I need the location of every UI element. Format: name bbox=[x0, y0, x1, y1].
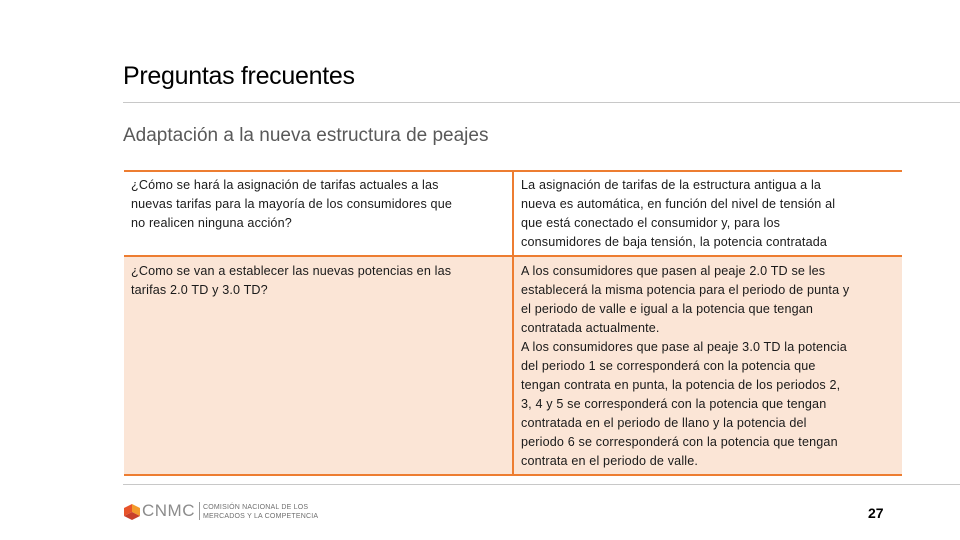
question-line: ¿Como se van a establecer las nuevas potencias en las bbox=[131, 264, 452, 278]
question-line: ¿Cómo se hará la asignación de tarifas actuales a las bbox=[131, 178, 439, 192]
answer-line: contrata en el periodo de valle. bbox=[521, 454, 699, 468]
answer-line: establecerá la misma potencia para el periodo de punta y bbox=[521, 283, 850, 297]
footer-divider bbox=[123, 484, 960, 485]
section-subtitle: Adaptación a la nueva estructura de peajes bbox=[123, 125, 489, 146]
answer-line: periodo 6 se corresponderá con la potencia que tengan bbox=[521, 435, 838, 449]
answer-line: el periodo de valle e igual a la potencia que tengan bbox=[521, 302, 814, 316]
question-line: no realicen ninguna acción? bbox=[131, 216, 292, 230]
question-cell bbox=[124, 256, 513, 475]
question-line: tarifas 2.0 TD y 3.0 TD? bbox=[131, 283, 268, 297]
answer-line: contratada actualmente. bbox=[521, 321, 660, 335]
answer-line: del periodo 1 se corresponderá con la potencia que bbox=[521, 359, 816, 373]
answer-line: tengan contrata en punta, la potencia de los periodos 2, bbox=[521, 378, 841, 392]
answer-line: nueva es automática, en función del nivel de tensión al bbox=[521, 197, 836, 211]
cnmc-logo-icon bbox=[124, 504, 140, 520]
answer-line: 3, 4 y 5 se corresponderá con la potencia que tengan bbox=[521, 397, 827, 411]
answer-line: La asignación de tarifas de la estructura antigua a la bbox=[521, 178, 822, 192]
question-line: nuevas tarifas para la mayoría de los consumidores que bbox=[131, 197, 453, 211]
logo-acronym: CNMC bbox=[142, 501, 195, 520]
logo-line: MERCADOS Y LA COMPETENCIA bbox=[203, 513, 319, 520]
answer-line: contratada en el periodo de llano y la potencia del bbox=[521, 416, 807, 430]
faq-table bbox=[124, 170, 902, 476]
question-cell bbox=[124, 171, 513, 256]
answer-line: consumidores de baja tensión, la potencia contratada bbox=[521, 235, 828, 249]
logo-text bbox=[203, 503, 318, 521]
answer-line: A los consumidores que pase al peaje 3.0 TD la potencia bbox=[521, 340, 847, 354]
title-divider bbox=[123, 102, 960, 103]
answer-line: que está conectado el consumidor y, para los bbox=[521, 216, 781, 230]
cnmc-logo bbox=[124, 500, 319, 522]
answer-cell bbox=[513, 256, 902, 475]
page-title: Preguntas frecuentes bbox=[123, 62, 355, 90]
table-row bbox=[124, 256, 902, 475]
answer-line: A los consumidores que pasen al peaje 2.0 TD se les bbox=[521, 264, 826, 278]
page-number: 27 bbox=[868, 505, 884, 521]
answer-cell bbox=[513, 171, 902, 256]
logo-separator bbox=[199, 502, 200, 520]
table-row bbox=[124, 171, 902, 256]
logo-line: COMISIÓN NACIONAL DE LOS bbox=[203, 504, 309, 511]
